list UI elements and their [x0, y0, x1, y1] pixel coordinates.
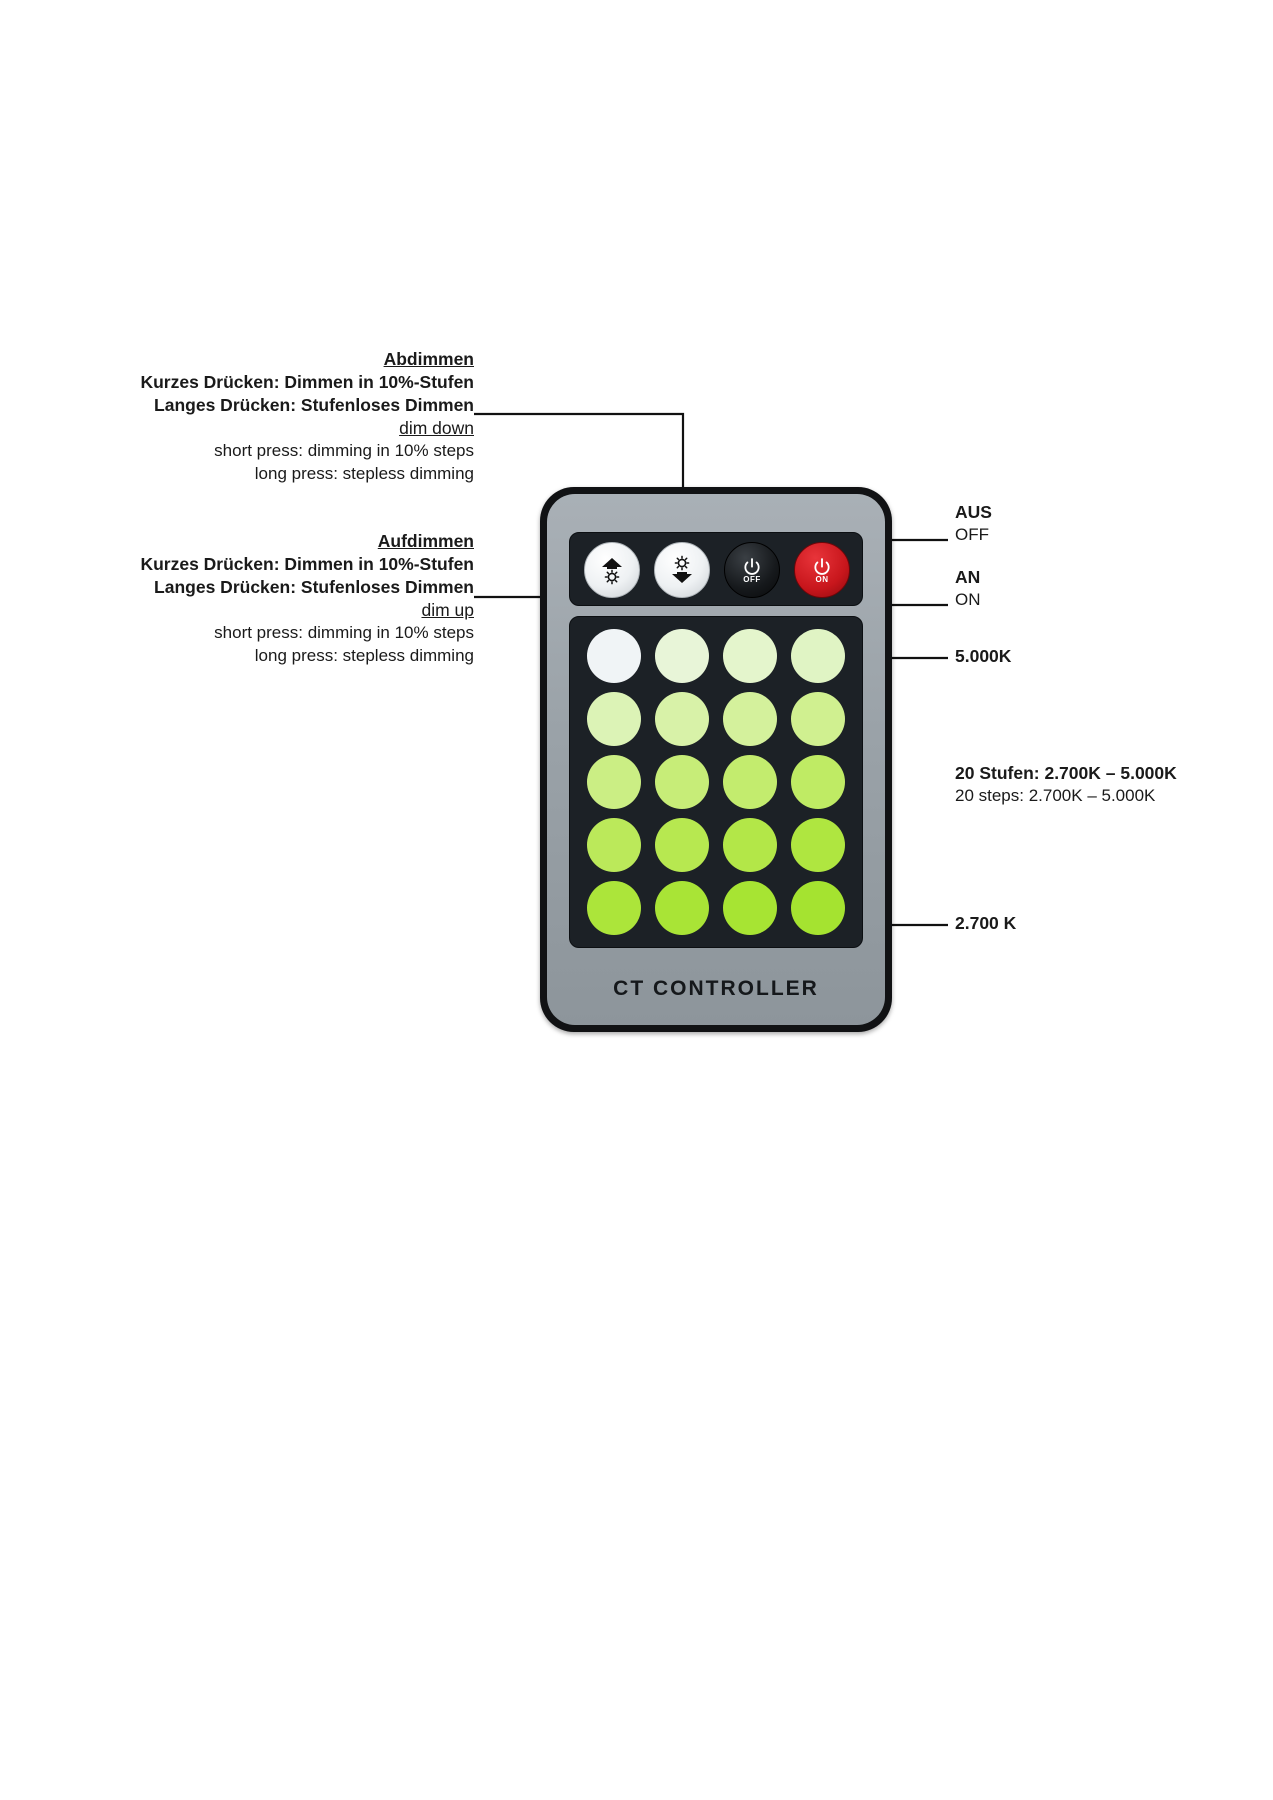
on-label-en: ON: [955, 590, 981, 610]
dim-down-line2-de: Langes Drücken: Stufenloses Dimmen: [154, 395, 474, 416]
color-temp-swatch[interactable]: [723, 818, 777, 872]
color-temp-swatch[interactable]: [723, 881, 777, 935]
dim-up-button[interactable]: [584, 542, 640, 598]
dim-up-line1-en: short press: dimming in 10% steps: [214, 623, 474, 643]
color-temp-swatch[interactable]: [791, 692, 845, 746]
color-temp-swatch[interactable]: [723, 755, 777, 809]
color-temp-swatch[interactable]: [791, 755, 845, 809]
annotation-off: [955, 501, 1195, 547]
color-temp-swatch[interactable]: [655, 629, 709, 683]
dim-up-heading-en: dim up: [421, 600, 474, 621]
color-temp-swatch[interactable]: [723, 692, 777, 746]
annotation-on: [955, 566, 1195, 612]
annotation-temp-bottom: [955, 912, 1215, 935]
color-temp-swatch[interactable]: [655, 881, 709, 935]
color-temperature-panel: [569, 616, 863, 948]
top-control-panel: [569, 532, 863, 606]
dim-down-heading-en: dim down: [399, 418, 474, 439]
color-temp-swatch[interactable]: [587, 755, 641, 809]
remote-brand-label: CT CONTROLLER: [613, 977, 819, 1000]
dim-down-button[interactable]: [654, 542, 710, 598]
color-temp-swatch[interactable]: [655, 755, 709, 809]
color-temp-swatch[interactable]: [791, 818, 845, 872]
annotation-dim-up: [60, 530, 474, 667]
color-temperature-grid[interactable]: [580, 625, 852, 939]
off-button-text: OFF: [743, 574, 761, 584]
color-temp-swatch[interactable]: [587, 692, 641, 746]
ct-controller-remote: [540, 487, 892, 1032]
off-label-de: AUS: [955, 502, 992, 522]
color-temp-swatch[interactable]: [587, 629, 641, 683]
temp-top-label: 5.000K: [955, 646, 1012, 666]
dim-up-line1-de: Kurzes Drücken: Dimmen in 10%-Stufen: [140, 554, 474, 575]
annotation-dim-down: [60, 348, 474, 485]
on-button-text: ON: [815, 574, 829, 584]
dim-down-line2-en: long press: stepless dimming: [254, 463, 474, 483]
power-icon: [812, 557, 832, 577]
off-label-en: OFF: [955, 525, 989, 545]
dim-down-heading-de: Abdimmen: [383, 349, 474, 369]
color-temp-swatch[interactable]: [791, 629, 845, 683]
color-temp-swatch[interactable]: [723, 629, 777, 683]
dim-up-heading-de: Aufdimmen: [377, 531, 474, 551]
annotation-temp-top: [955, 645, 1215, 668]
remote-faceplate: [547, 494, 885, 1025]
color-temp-swatch[interactable]: [587, 818, 641, 872]
temp-bottom-label: 2.700 K: [955, 913, 1017, 933]
power-on-button[interactable]: [794, 542, 850, 598]
dim-up-line2-de: Langes Drücken: Stufenloses Dimmen: [154, 577, 474, 598]
steps-label-de: 20 Stufen: 2.700K – 5.000K: [955, 763, 1177, 783]
color-temp-swatch[interactable]: [791, 881, 845, 935]
power-icon: [742, 557, 762, 577]
chevron-down-sun-icon: [665, 553, 699, 587]
chevron-up-sun-icon: [595, 553, 629, 587]
steps-label-en: 20 steps: 2.700K – 5.000K: [955, 786, 1156, 806]
dim-up-line2-en: long press: stepless dimming: [254, 645, 474, 665]
color-temp-swatch[interactable]: [655, 692, 709, 746]
color-temp-swatch[interactable]: [655, 818, 709, 872]
color-temp-swatch[interactable]: [587, 881, 641, 935]
on-label-de: AN: [955, 567, 981, 587]
annotation-steps: [955, 762, 1255, 808]
power-off-button[interactable]: [724, 542, 780, 598]
dim-down-line1-en: short press: dimming in 10% steps: [214, 441, 474, 461]
dim-down-line1-de: Kurzes Drücken: Dimmen in 10%-Stufen: [140, 372, 474, 393]
